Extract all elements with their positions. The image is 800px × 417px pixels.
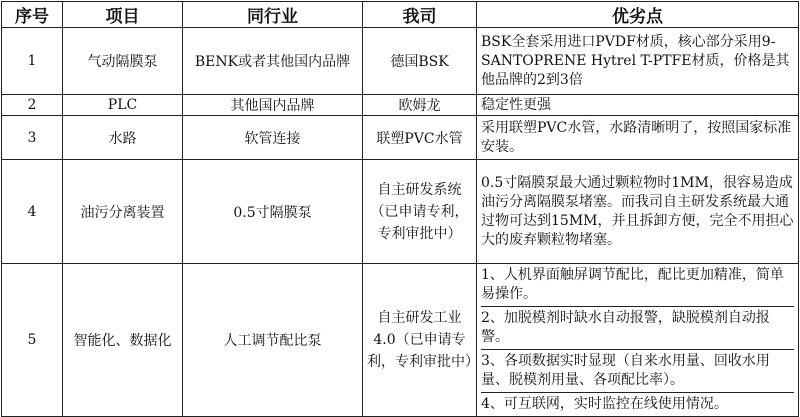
header-peer: 同行业 (183, 2, 363, 28)
cell-ours: 联塑PVC水管 (363, 116, 477, 160)
advantage-point: 1、人机界面触屏调节配比，配比更加精准，简单易操作。 (481, 264, 794, 307)
cell-item: 气动隔膜泵 (63, 28, 183, 95)
cell-seq: 3 (2, 116, 63, 160)
cell-advantage: BSK全套采用进口PVDF材质，核心部分采用9-SANTOPRENE Hytrel T-PTFE材质，价格是其他品牌的2到3倍 (477, 28, 799, 95)
cell-peer: 0.5寸隔膜泵 (183, 160, 363, 264)
header-item: 项目 (63, 2, 183, 28)
cell-advantage-list (477, 264, 799, 417)
cell-seq: 5 (2, 264, 63, 417)
advantage-point: 2、加脱模剂时缺水自动报警，缺脱模剂自动报警。 (481, 307, 794, 350)
table-row (2, 160, 799, 264)
header-ours: 我司 (363, 2, 477, 28)
cell-seq: 4 (2, 160, 63, 264)
header-advantage: 优劣点 (477, 2, 799, 28)
cell-advantage: 稳定性更强 (477, 95, 799, 116)
cell-peer: 人工调节配比泵 (183, 264, 363, 417)
advantage-point: 3、各项数据实时显现（自来水用量、回收水用量、脱模剂用量、各项配比率）。 (481, 350, 794, 393)
header-row (2, 2, 799, 28)
table-row (2, 95, 799, 116)
table-row (2, 264, 799, 417)
cell-ours: 自主研发系统（已申请专利，专利审批中） (363, 160, 477, 264)
cell-seq: 2 (2, 95, 63, 116)
cell-item: PLC (63, 95, 183, 116)
cell-ours: 自主研发工业4.0（已申请专利，专利审批中） (363, 264, 477, 417)
cell-peer: 其他国内品牌 (183, 95, 363, 116)
cell-seq: 1 (2, 28, 63, 95)
cell-ours: 欧姆龙 (363, 95, 477, 116)
cell-advantage: 采用联塑PVC水管，水路清晰明了，按照国家标准安装。 (477, 116, 799, 160)
cell-item: 智能化、数据化 (63, 264, 183, 417)
cell-item: 水路 (63, 116, 183, 160)
cell-peer: BENK或者其他国内品牌 (183, 28, 363, 95)
comparison-table (1, 1, 799, 417)
cell-ours: 德国BSK (363, 28, 477, 95)
header-seq: 序号 (2, 2, 63, 28)
advantage-point: 4、可互联网，实时监控在线使用情况。 (481, 396, 728, 412)
table-row (2, 28, 799, 95)
table-row (2, 116, 799, 160)
cell-item: 油污分离装置 (63, 160, 183, 264)
cell-advantage: 0.5寸隔膜泵最大通过颗粒物时1MM，很容易造成油污分离隔膜泵堵塞。而我司自主研发系统最大通过物可达到15MM，并且拆卸方便，完全不用担心大的废弃颗粒物堵塞。 (477, 160, 799, 264)
cell-peer: 软管连接 (183, 116, 363, 160)
